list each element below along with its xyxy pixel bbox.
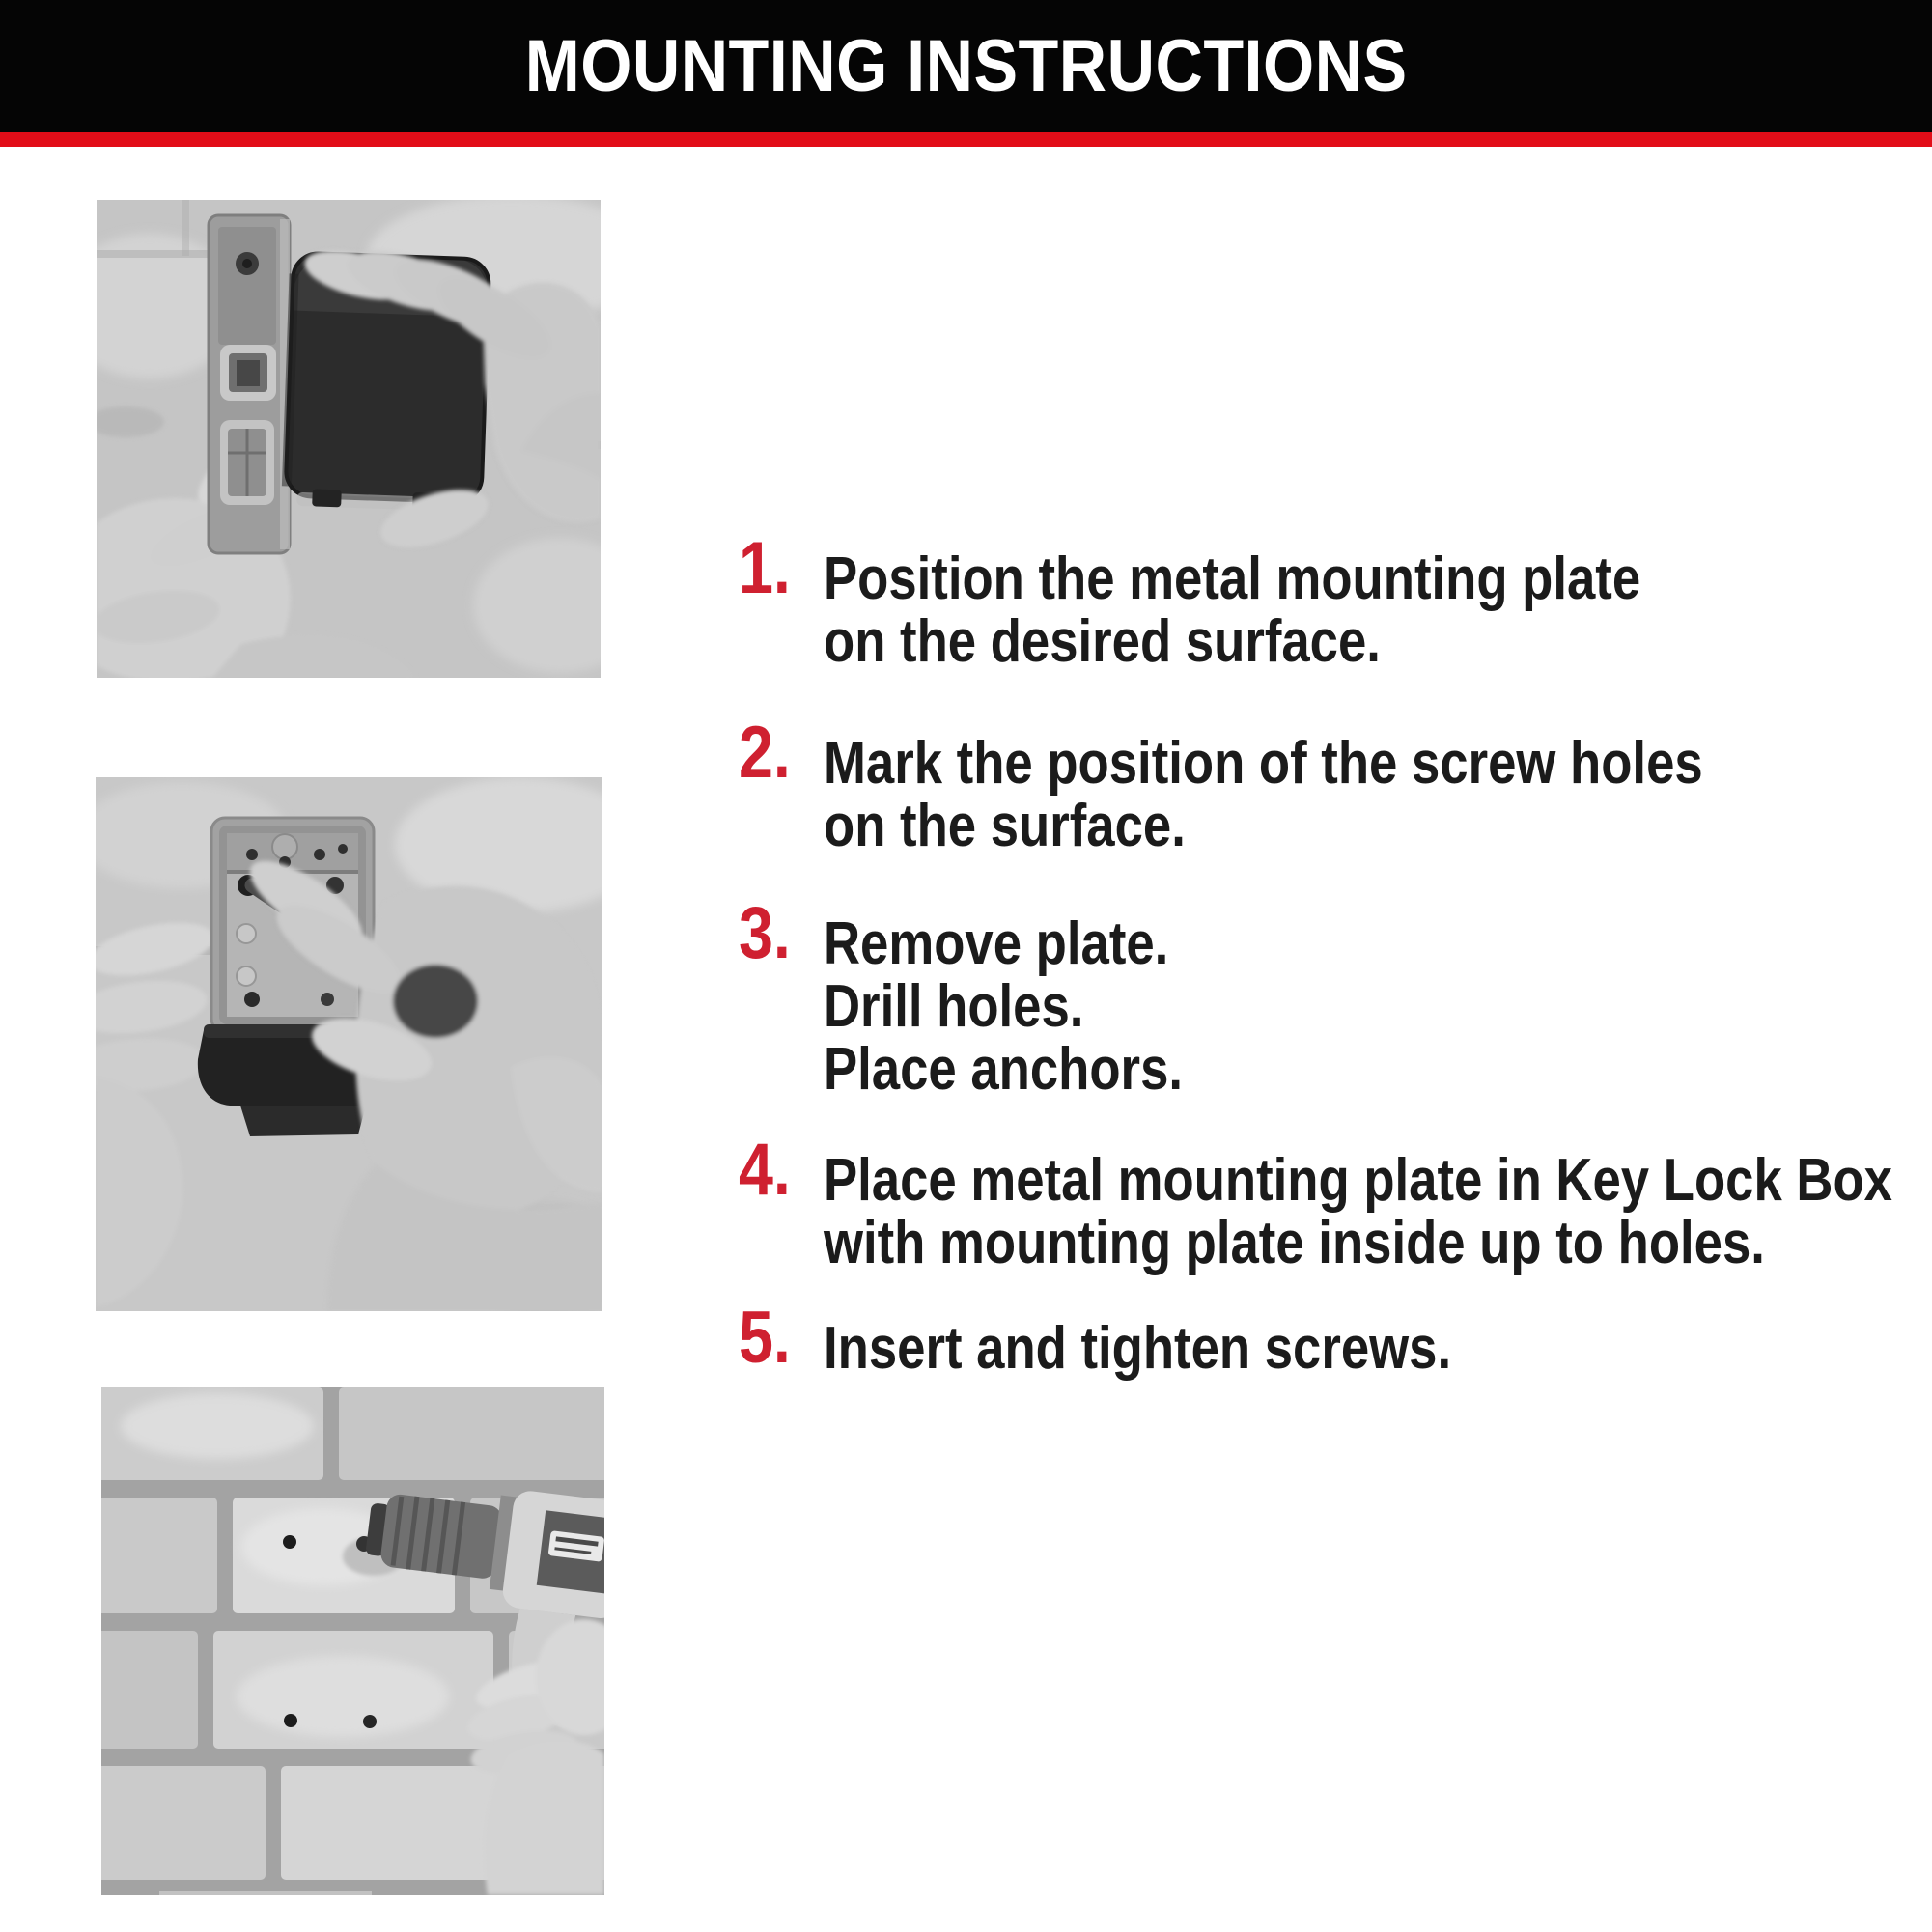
instruction-step-1: [739, 527, 1784, 675]
step-text-line: Place anchors.: [824, 1036, 1184, 1103]
step-number: 3.: [739, 892, 791, 974]
photo-step1-position-plate: [97, 200, 601, 678]
step-text-line: Remove plate.: [824, 910, 1169, 977]
step-number: 1.: [739, 527, 791, 609]
page-title: MOUNTING INSTRUCTIONS: [524, 24, 1408, 107]
step-text-line: with mounting plate inside up to holes.: [824, 1210, 1765, 1276]
step-number: 5.: [739, 1297, 791, 1379]
instruction-step-4: [739, 1129, 1932, 1276]
step-text-line: Place metal mounting plate in Key Lock Box: [824, 1147, 1892, 1214]
photo-step2-mark-holes: [96, 777, 602, 1311]
header-accent-stripe: [0, 132, 1932, 147]
instruction-step-2: [739, 712, 1858, 859]
mounting-plate: [209, 215, 290, 553]
step-text-line: Insert and tighten screws.: [824, 1315, 1452, 1382]
header-bar: [0, 0, 1932, 132]
step-text-line: Drill holes.: [824, 973, 1084, 1040]
instruction-step-3: [739, 892, 1246, 1103]
instruction-step-5: [739, 1297, 1562, 1382]
step-text-line: Mark the position of the screw holes: [824, 730, 1703, 797]
step-number: 2.: [739, 712, 791, 794]
step-text-line: on the surface.: [824, 793, 1186, 859]
photo-step3-drill-holes: [101, 1387, 604, 1895]
step-number: 4.: [739, 1129, 791, 1211]
step-text-line: Position the metal mounting plate: [824, 546, 1641, 612]
step-text-line: on the desired surface.: [824, 608, 1381, 675]
